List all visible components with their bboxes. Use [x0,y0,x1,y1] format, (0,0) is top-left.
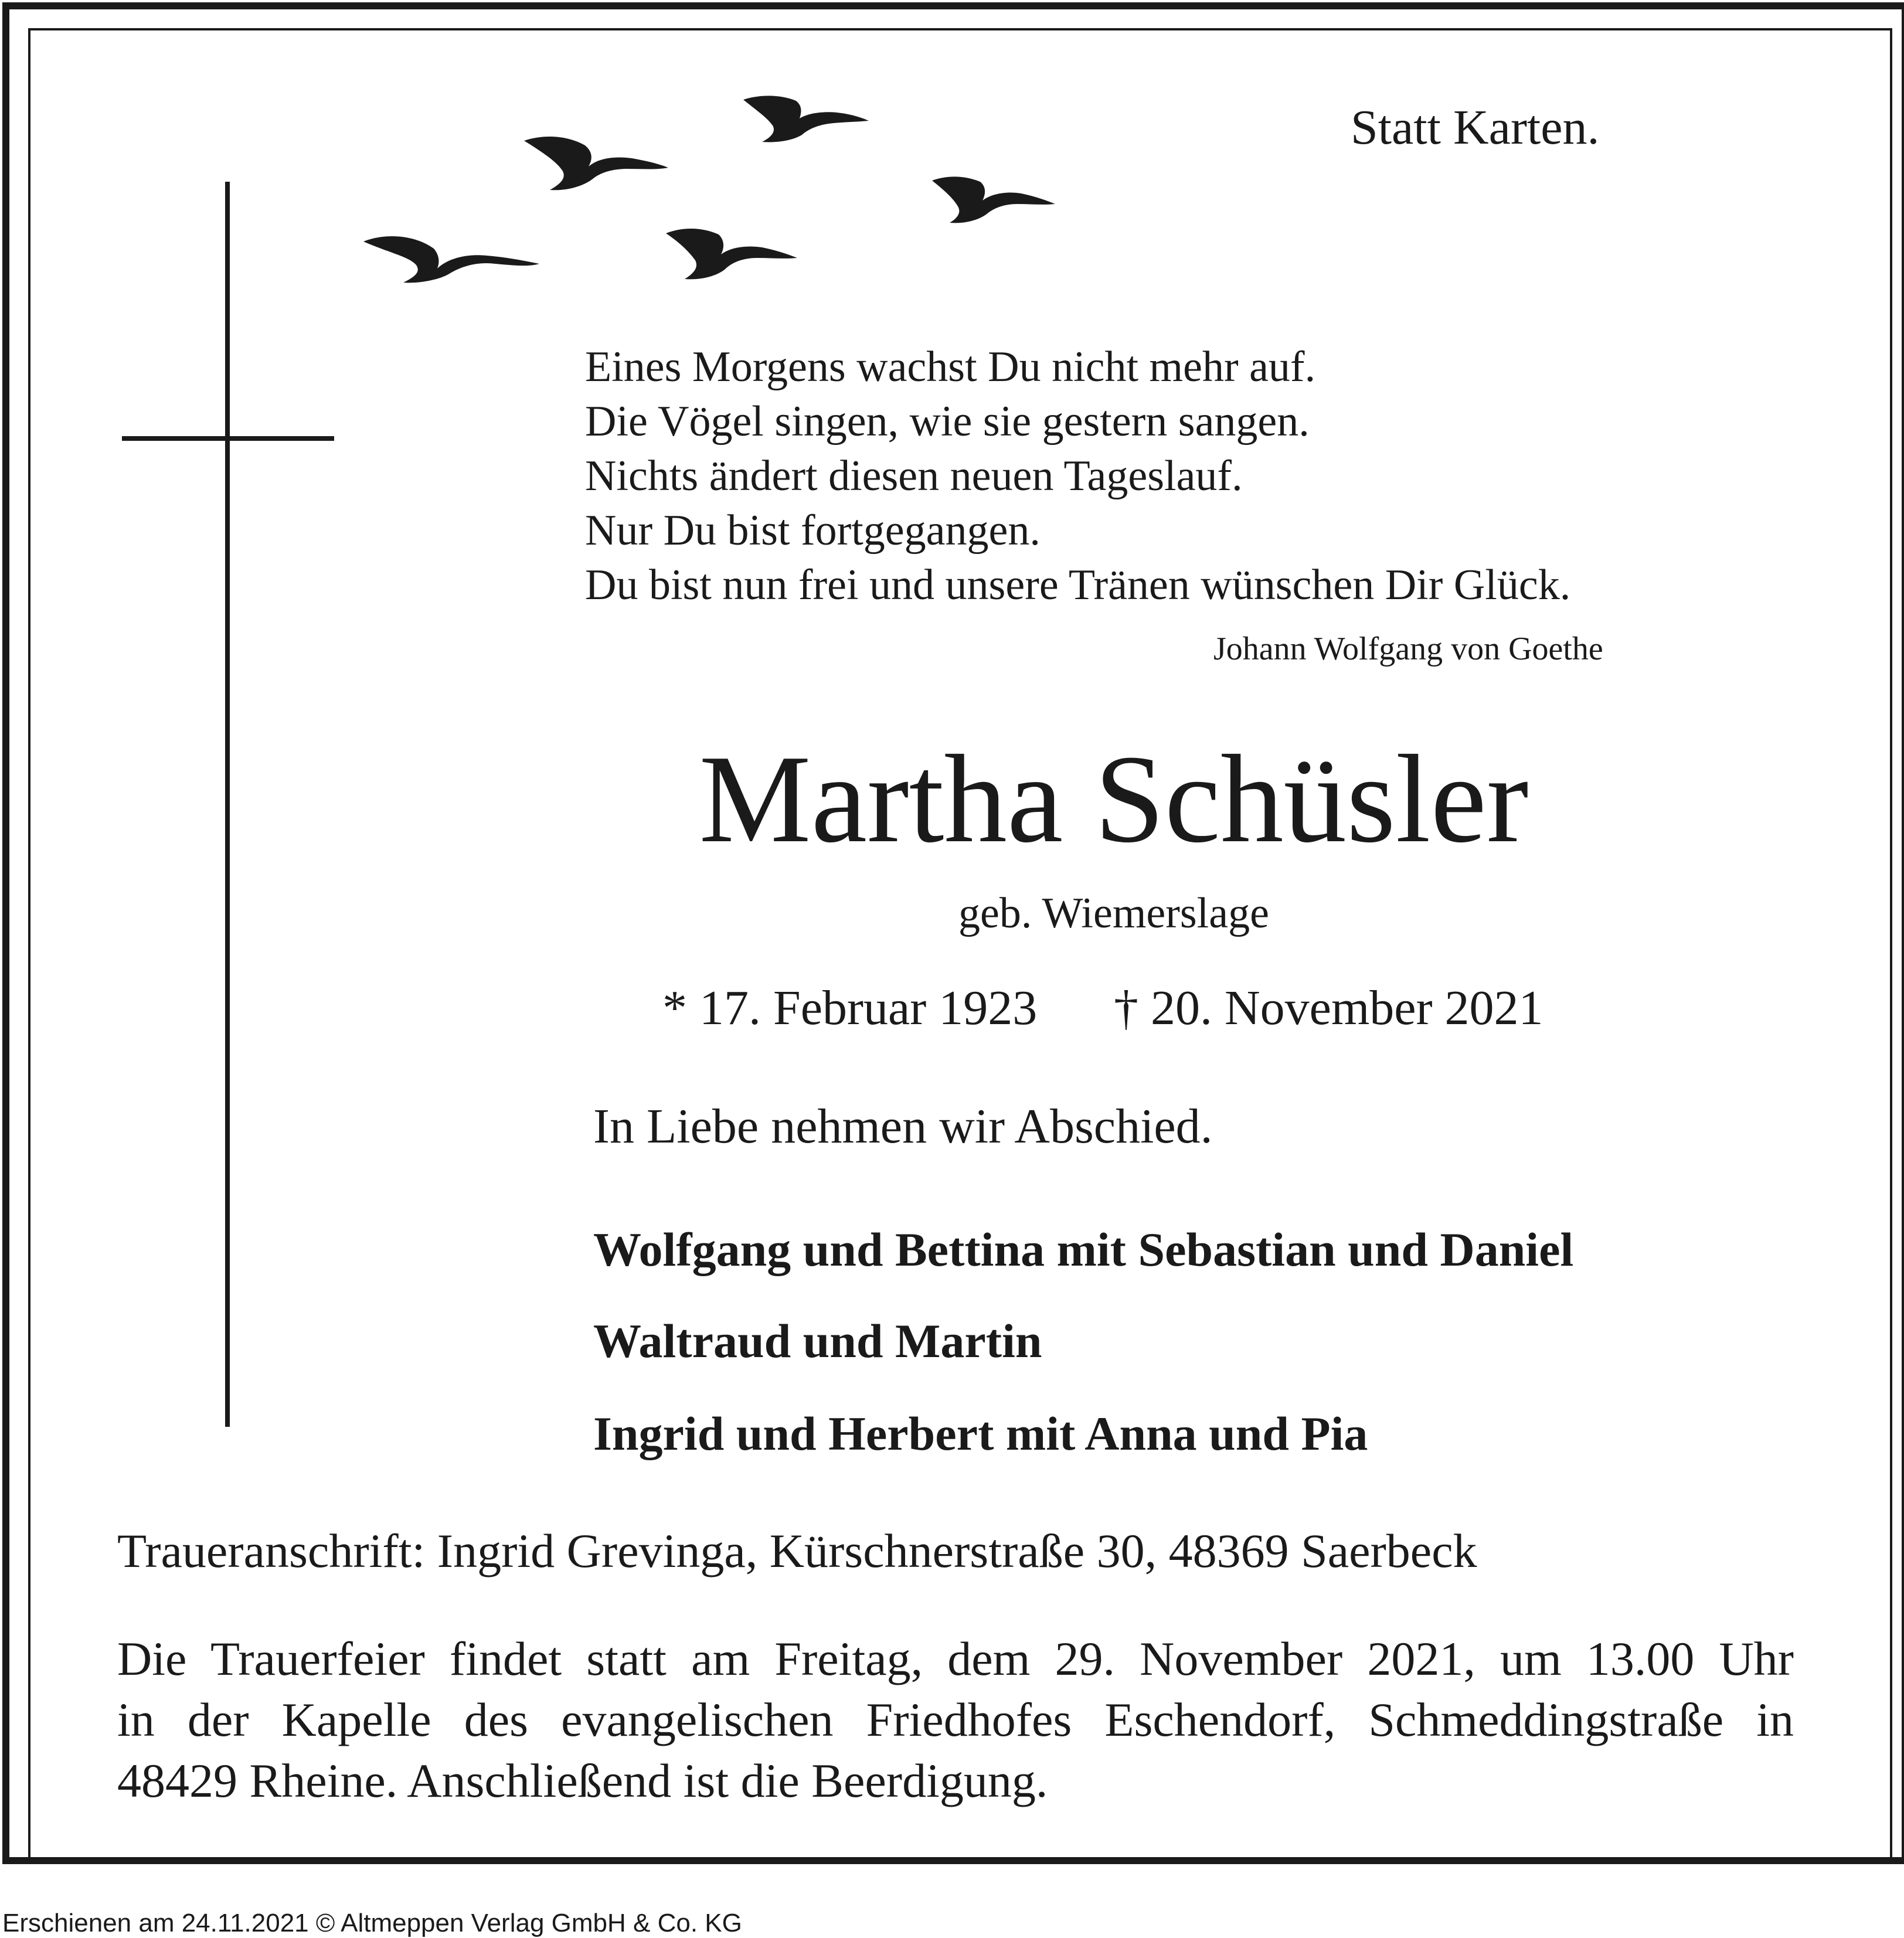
cross-icon-bar [122,436,334,441]
mourning-address: Traueranschrift: Ingrid Grevinga, Kürschnerstraße 30, 48369 Saerbeck [117,1524,1477,1577]
deceased-name: Martha Schüsler [699,729,1529,869]
poem [585,340,1570,613]
publication-footer: Erschienen am 24.11.2021 © Altmeppen Verlag GmbH & Co. KG [2,1909,742,1937]
statt-karten-note: Statt Karten. [1351,100,1600,155]
poem-author: Johann Wolfgang von Goethe [1213,631,1603,667]
ceremony-info [117,1628,1794,1811]
poem-line: Du bist nun frei und unsere Tränen wünschen Dir Glück. [585,561,1571,609]
family-line: Wolfgang und Bettina mit Sebastian und Daniel [593,1223,1574,1276]
farewell-text: In Liebe nehmen wir Abschied. [593,1099,1213,1154]
ceremony-line: Die Trauerfeier findet statt am Freitag, dem 29. November 2021, um 13.00 Uhr [117,1632,1794,1685]
flying-birds-icon [352,82,1090,317]
family-line: Waltraud und Martin [593,1314,1042,1368]
poem-line: Die Vögel singen, wie sie gestern sangen. [585,397,1310,446]
family-line: Ingrid und Herbert mit Anna und Pia [593,1407,1368,1460]
ceremony-line: 48429 Rheine. Anschließend ist die Beerdigung. [117,1754,1048,1807]
poem-line: Eines Morgens wachst Du nicht mehr auf. [585,343,1316,391]
ceremony-line: in der Kapelle des evangelischen Friedhofes Eschendorf, Schmeddingstraße in [117,1693,1794,1746]
cross-icon [225,182,230,1427]
death-date: † 20. November 2021 [1114,981,1543,1035]
maiden-name: geb. Wiemerslage [958,889,1269,937]
birth-date: * 17. Februar 1923 [662,981,1038,1035]
poem-line: Nichts ändert diesen neuen Tageslauf. [585,452,1243,500]
poem-line: Nur Du bist fortgegangen. [585,506,1041,555]
